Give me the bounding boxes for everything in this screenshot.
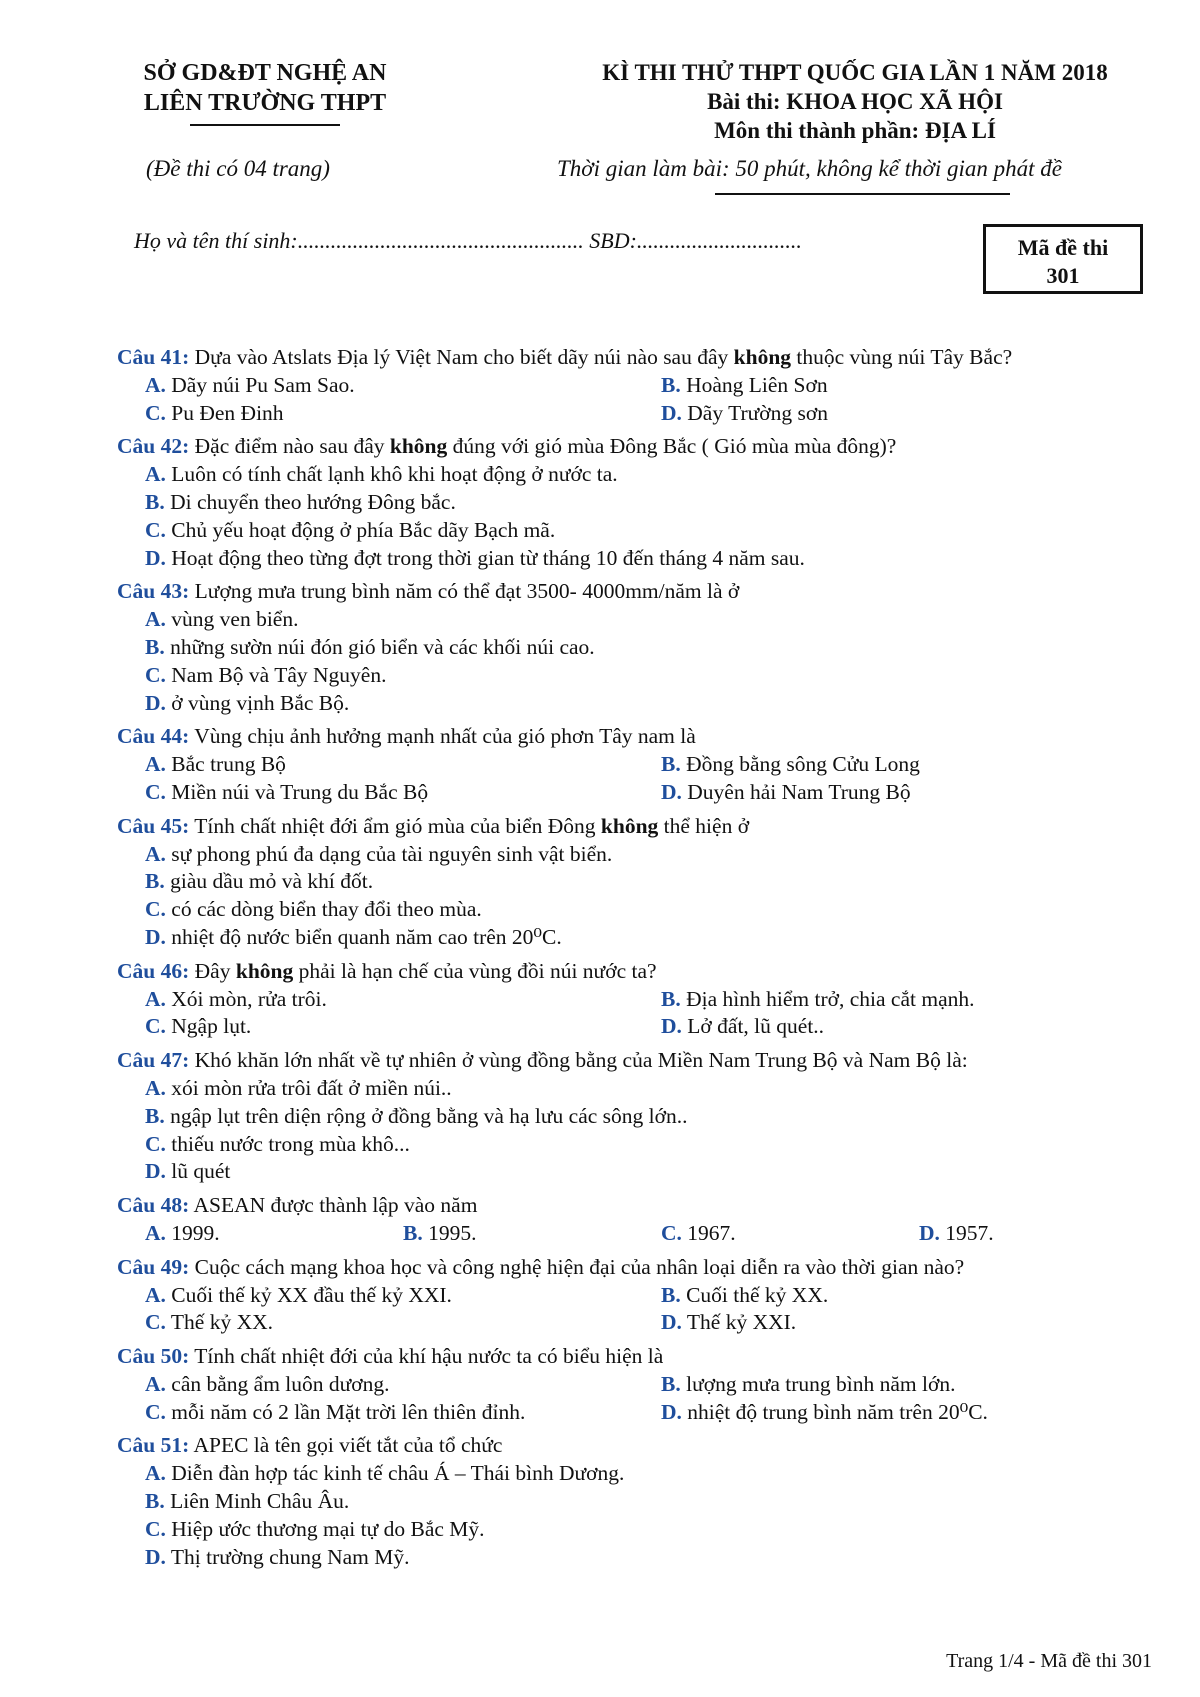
question-stem <box>117 1192 1177 1220</box>
option-letter: C. <box>145 517 166 542</box>
option-letter: B. <box>403 1220 423 1245</box>
answer-option <box>661 1309 1177 1337</box>
question <box>117 1192 1177 1248</box>
question-emphasis: không <box>733 345 792 369</box>
answer-options <box>117 606 1177 717</box>
answer-options <box>117 751 1177 807</box>
question-stem <box>117 723 1177 751</box>
question-stem <box>117 1432 1177 1460</box>
option-letter: D. <box>661 779 682 804</box>
answer-option <box>661 1220 919 1248</box>
option-text: Luôn có tính chất lạnh khô khi hoạt động ở nước ta. <box>165 462 618 487</box>
pages-note: (Đề thi có 04 trang) <box>146 156 330 181</box>
option-letter: A. <box>145 607 166 632</box>
question <box>117 1343 1177 1426</box>
question-stem <box>117 433 1177 461</box>
option-text: Địa hình hiểm trở, chia cắt mạnh. <box>680 986 975 1011</box>
answer-option <box>145 1282 661 1310</box>
option-text: Nam Bộ và Tây Nguyên. <box>165 662 387 687</box>
answer-option <box>145 1013 661 1041</box>
option-letter: B. <box>145 869 165 894</box>
answer-option <box>145 1544 1177 1572</box>
question-number: Câu 46: <box>117 958 190 983</box>
school-header <box>110 58 420 126</box>
exam-code-label: Mã đề thi <box>1017 235 1109 260</box>
option-letter: B. <box>145 634 165 659</box>
option-text: Hiệp ước thương mại tự do Bắc Mỹ. <box>165 1516 485 1541</box>
option-text: Di chuyển theo hướng Đông bắc. <box>164 489 456 514</box>
option-text: cân bằng ẩm luôn dương. <box>165 1371 390 1396</box>
time-underline <box>715 193 1010 195</box>
option-text: lũ quét <box>165 1159 231 1184</box>
answer-option <box>145 896 1177 924</box>
option-text: Cuối thế kỷ XX. <box>680 1282 829 1307</box>
option-text: mỗi năm có 2 lần Mặt trời lên thiên đỉnh. <box>165 1399 526 1424</box>
question-emphasis: không <box>389 434 448 459</box>
option-letter: D. <box>661 1310 682 1335</box>
option-text: Lở đất, lũ quét.. <box>681 1014 825 1039</box>
question-text: APEC là tên gọi viết tắt của tổ chức <box>189 1433 503 1458</box>
answer-option <box>145 1460 1177 1488</box>
answer-option <box>145 372 661 400</box>
answer-option <box>145 1371 661 1399</box>
option-letter: B. <box>661 986 681 1011</box>
question-text: ASEAN được thành lập vào năm <box>189 1193 478 1218</box>
exam-title: KÌ THI THỬ THPT QUỐC GIA LẦN 1 NĂM 2018 <box>602 60 1108 85</box>
option-text: có các dòng biển thay đổi theo mùa. <box>165 897 482 922</box>
answer-option <box>661 372 1177 400</box>
option-text: 1999. <box>165 1220 220 1245</box>
option-letter: A. <box>145 986 166 1011</box>
question-text: Dựa vào Atslats Địa lý Việt Nam cho biết dãy núi nào sau đây <box>189 345 734 369</box>
answer-option <box>661 1282 1177 1310</box>
question-number: Câu 51: <box>117 1433 190 1458</box>
question-text-end: thể hiện ở <box>658 813 750 838</box>
option-letter: D. <box>661 400 682 425</box>
option-letter: A. <box>145 1282 166 1307</box>
question-stem <box>117 1343 1177 1371</box>
option-letter: C. <box>145 1014 166 1039</box>
option-letter: C. <box>145 1516 166 1541</box>
answer-option <box>661 986 1177 1014</box>
option-text: nhiệt độ trung bình năm trên 20⁰C. <box>681 1399 988 1424</box>
option-letter: B. <box>145 489 165 514</box>
answer-option <box>145 924 1177 952</box>
question-number: Câu 42: <box>117 434 190 459</box>
option-text: Dãy Trường sơn <box>681 400 829 425</box>
question-text-end: thuộc vùng núi Tây Bắc? <box>791 345 1013 369</box>
option-letter: B. <box>661 1371 681 1396</box>
exam-code-value: 301 <box>1046 263 1080 288</box>
question <box>117 958 1177 1041</box>
answer-option <box>145 1309 661 1337</box>
exam-component: Môn thi thành phần: ĐỊA LÍ <box>714 118 996 143</box>
option-letter: D. <box>661 1014 682 1039</box>
answer-option <box>145 868 1177 896</box>
answer-option <box>661 751 1177 779</box>
option-text: sự phong phú đa dạng của tài nguyên sinh vật biển. <box>165 841 613 866</box>
header-underline <box>190 124 340 126</box>
option-letter: C. <box>145 1399 166 1424</box>
option-letter: D. <box>145 545 166 570</box>
answer-option <box>661 1013 1177 1041</box>
option-letter: C. <box>145 779 166 804</box>
question <box>117 723 1177 806</box>
option-text: Miền núi và Trung du Bắc Bộ <box>165 779 429 804</box>
answer-option <box>661 400 1177 428</box>
option-letter: D. <box>145 1544 166 1569</box>
option-text: ở vùng vịnh Bắc Bộ. <box>165 690 350 715</box>
question-number: Câu 50: <box>117 1344 190 1369</box>
answer-option <box>919 1220 1177 1248</box>
question-text: Tính chất nhiệt đới ẩm gió mùa của biển Đông <box>189 813 601 838</box>
question-text: Vùng chịu ảnh hưởng mạnh nhất của gió phơn Tây nam là <box>189 724 696 749</box>
question <box>117 344 1177 427</box>
option-letter: D. <box>145 924 166 949</box>
option-letter: C. <box>145 897 166 922</box>
option-text: Bắc trung Bộ <box>165 752 286 777</box>
question-emphasis: không <box>600 813 659 838</box>
option-letter: C. <box>145 400 166 425</box>
answer-options <box>117 986 1177 1042</box>
question-stem <box>117 344 1177 372</box>
answer-option <box>145 489 1177 517</box>
option-text: Chủ yếu hoạt động ở phía Bắc dãy Bạch mã. <box>165 517 556 542</box>
answer-option <box>145 634 1177 662</box>
option-text: ngập lụt trên diện rộng ở đồng bằng và hạ lưu các sông lớn.. <box>164 1103 688 1128</box>
option-letter: D. <box>145 690 166 715</box>
question-number: Câu 47: <box>117 1048 190 1073</box>
answer-option <box>145 1103 1177 1131</box>
option-letter: C. <box>661 1220 682 1245</box>
answer-options <box>117 1220 1177 1248</box>
option-letter: A. <box>145 1461 166 1486</box>
answer-option <box>145 1488 1177 1516</box>
question-number: Câu 45: <box>117 813 190 838</box>
question-text: Đặc điểm nào sau đây <box>189 434 390 459</box>
question <box>117 1432 1177 1571</box>
answer-options <box>117 1371 1177 1427</box>
option-text: 1995. <box>422 1220 477 1245</box>
option-letter: B. <box>145 1103 165 1128</box>
option-letter: D. <box>661 1399 682 1424</box>
option-text: 1967. <box>681 1220 736 1245</box>
option-text: Thị trường chung Nam Mỹ. <box>165 1544 410 1569</box>
answer-options <box>117 461 1177 572</box>
option-text: Hoàng Liên Sơn <box>680 372 828 397</box>
answer-option <box>145 1399 661 1427</box>
option-letter: D. <box>919 1220 940 1245</box>
question-text: Lượng mưa trung bình năm có thể đạt 3500- 4000mm/năm là ở <box>189 579 740 604</box>
option-letter: A. <box>145 1371 166 1396</box>
answer-option <box>145 400 661 428</box>
question <box>117 433 1177 572</box>
answer-option <box>145 1131 1177 1159</box>
option-letter: A. <box>145 752 166 777</box>
option-text: thiếu nước trong mùa khô... <box>165 1131 410 1156</box>
question-stem <box>117 1047 1177 1075</box>
option-letter: C. <box>145 1310 166 1335</box>
answer-option <box>145 1158 1177 1186</box>
question-number: Câu 41: <box>117 345 190 369</box>
option-letter: A. <box>145 841 166 866</box>
option-letter: B. <box>661 752 681 777</box>
answer-option <box>661 779 1177 807</box>
answer-options <box>117 1282 1177 1338</box>
answer-options <box>117 841 1177 952</box>
question-stem <box>117 578 1177 606</box>
answer-option <box>145 779 661 807</box>
option-text: giàu dầu mỏ và khí đốt. <box>164 869 374 894</box>
answer-options <box>117 372 1177 428</box>
question <box>117 813 1177 952</box>
option-text: Duyên hải Nam Trung Bộ <box>681 779 911 804</box>
option-letter: B. <box>661 1282 681 1307</box>
answer-option <box>145 461 1177 489</box>
option-text: Cuối thế kỷ XX đầu thế kỷ XXI. <box>165 1282 452 1307</box>
exam-header <box>545 58 1165 145</box>
answer-option <box>145 662 1177 690</box>
option-text: 1957. <box>939 1220 994 1245</box>
question-number: Câu 44: <box>117 724 190 749</box>
option-text: Liên Minh Châu Âu. <box>164 1489 350 1514</box>
question-stem <box>117 1254 1177 1282</box>
option-text: Ngập lụt. <box>165 1014 252 1039</box>
question-text: Đây <box>189 958 236 983</box>
option-text: Diễn đàn hợp tác kinh tế châu Á – Thái bình Dương. <box>165 1461 625 1486</box>
answer-option <box>145 545 1177 573</box>
answer-option <box>145 1220 403 1248</box>
option-text: Thế kỷ XXI. <box>681 1310 797 1335</box>
answer-option <box>145 606 1177 634</box>
option-letter: B. <box>145 1489 165 1514</box>
student-info-line: Họ và tên thí sinh:.................................................... SBD:.............................. <box>134 228 802 253</box>
question-number: Câu 49: <box>117 1254 190 1279</box>
option-text: Dãy núi Pu Sam Sao. <box>165 372 355 397</box>
answer-option <box>145 986 661 1014</box>
question-number: Câu 43: <box>117 579 190 604</box>
option-text: Hoạt động theo từng đợt trong thời gian từ tháng 10 đến tháng 4 năm sau. <box>165 545 805 570</box>
question-text: Cuộc cách mạng khoa học và công nghệ hiện đại của nhân loại diễn ra vào thời gian nào? <box>189 1254 965 1279</box>
answer-options <box>117 1075 1177 1186</box>
option-text: Pu Đen Đinh <box>165 400 284 425</box>
exam-code-box <box>983 224 1143 294</box>
time-note: Thời gian làm bài: 50 phút, không kể thời gian phát đề <box>557 156 1062 181</box>
answer-option <box>145 1075 1177 1103</box>
option-text: xói mòn rửa trôi đất ở miền núi.. <box>165 1075 452 1100</box>
question <box>117 1047 1177 1186</box>
exam-subject: Bài thi: KHOA HỌC XÃ HỘI <box>707 89 1003 114</box>
option-letter: A. <box>145 462 166 487</box>
question-list <box>117 344 1177 1577</box>
answer-option <box>145 841 1177 869</box>
answer-options <box>117 1460 1177 1571</box>
question-text: Tính chất nhiệt đới của khí hậu nước ta có biểu hiện là <box>189 1344 664 1369</box>
department-name: SỞ GD&ĐT NGHỆ AN <box>143 60 387 86</box>
question-number: Câu 48: <box>117 1193 190 1218</box>
question-text-end: đúng với gió mùa Đông Bắc ( Gió mùa mùa đông)? <box>447 434 897 459</box>
question-stem <box>117 813 1177 841</box>
answer-option <box>145 690 1177 718</box>
school-name: LIÊN TRƯỜNG THPT <box>143 90 387 116</box>
option-letter: D. <box>145 1159 166 1184</box>
answer-option <box>145 751 661 779</box>
question <box>117 578 1177 717</box>
question <box>117 1254 1177 1337</box>
option-letter: B. <box>661 372 681 397</box>
option-text: Xói mòn, rửa trôi. <box>165 986 327 1011</box>
option-letter: C. <box>145 662 166 687</box>
option-letter: A. <box>145 1220 166 1245</box>
answer-option <box>145 517 1177 545</box>
question-text-end: phải là hạn chế của vùng đồi núi nước ta? <box>293 958 657 983</box>
option-letter: A. <box>145 1075 166 1100</box>
question-stem <box>117 958 1177 986</box>
answer-option <box>145 1516 1177 1544</box>
answer-option <box>661 1371 1177 1399</box>
option-text: vùng ven biển. <box>165 607 299 632</box>
option-text: những sườn núi đón gió biển và các khối núi cao. <box>164 634 595 659</box>
question-text: Khó khăn lớn nhất về tự nhiên ở vùng đồng bằng của Miền Nam Trung Bộ và Nam Bộ là: <box>189 1048 968 1073</box>
option-text: nhiệt độ nước biển quanh năm cao trên 20⁰C. <box>165 924 562 949</box>
option-text: Đồng bằng sông Cửu Long <box>680 752 920 777</box>
option-letter: C. <box>145 1131 166 1156</box>
answer-option <box>403 1220 661 1248</box>
answer-option <box>661 1399 1177 1427</box>
option-text: Thế kỷ XX. <box>165 1310 273 1335</box>
option-text: lượng mưa trung bình năm lớn. <box>680 1371 956 1396</box>
question-emphasis: không <box>235 958 294 983</box>
option-letter: A. <box>145 372 166 397</box>
page-footer: Trang 1/4 - Mã đề thi 301 <box>946 1650 1152 1672</box>
